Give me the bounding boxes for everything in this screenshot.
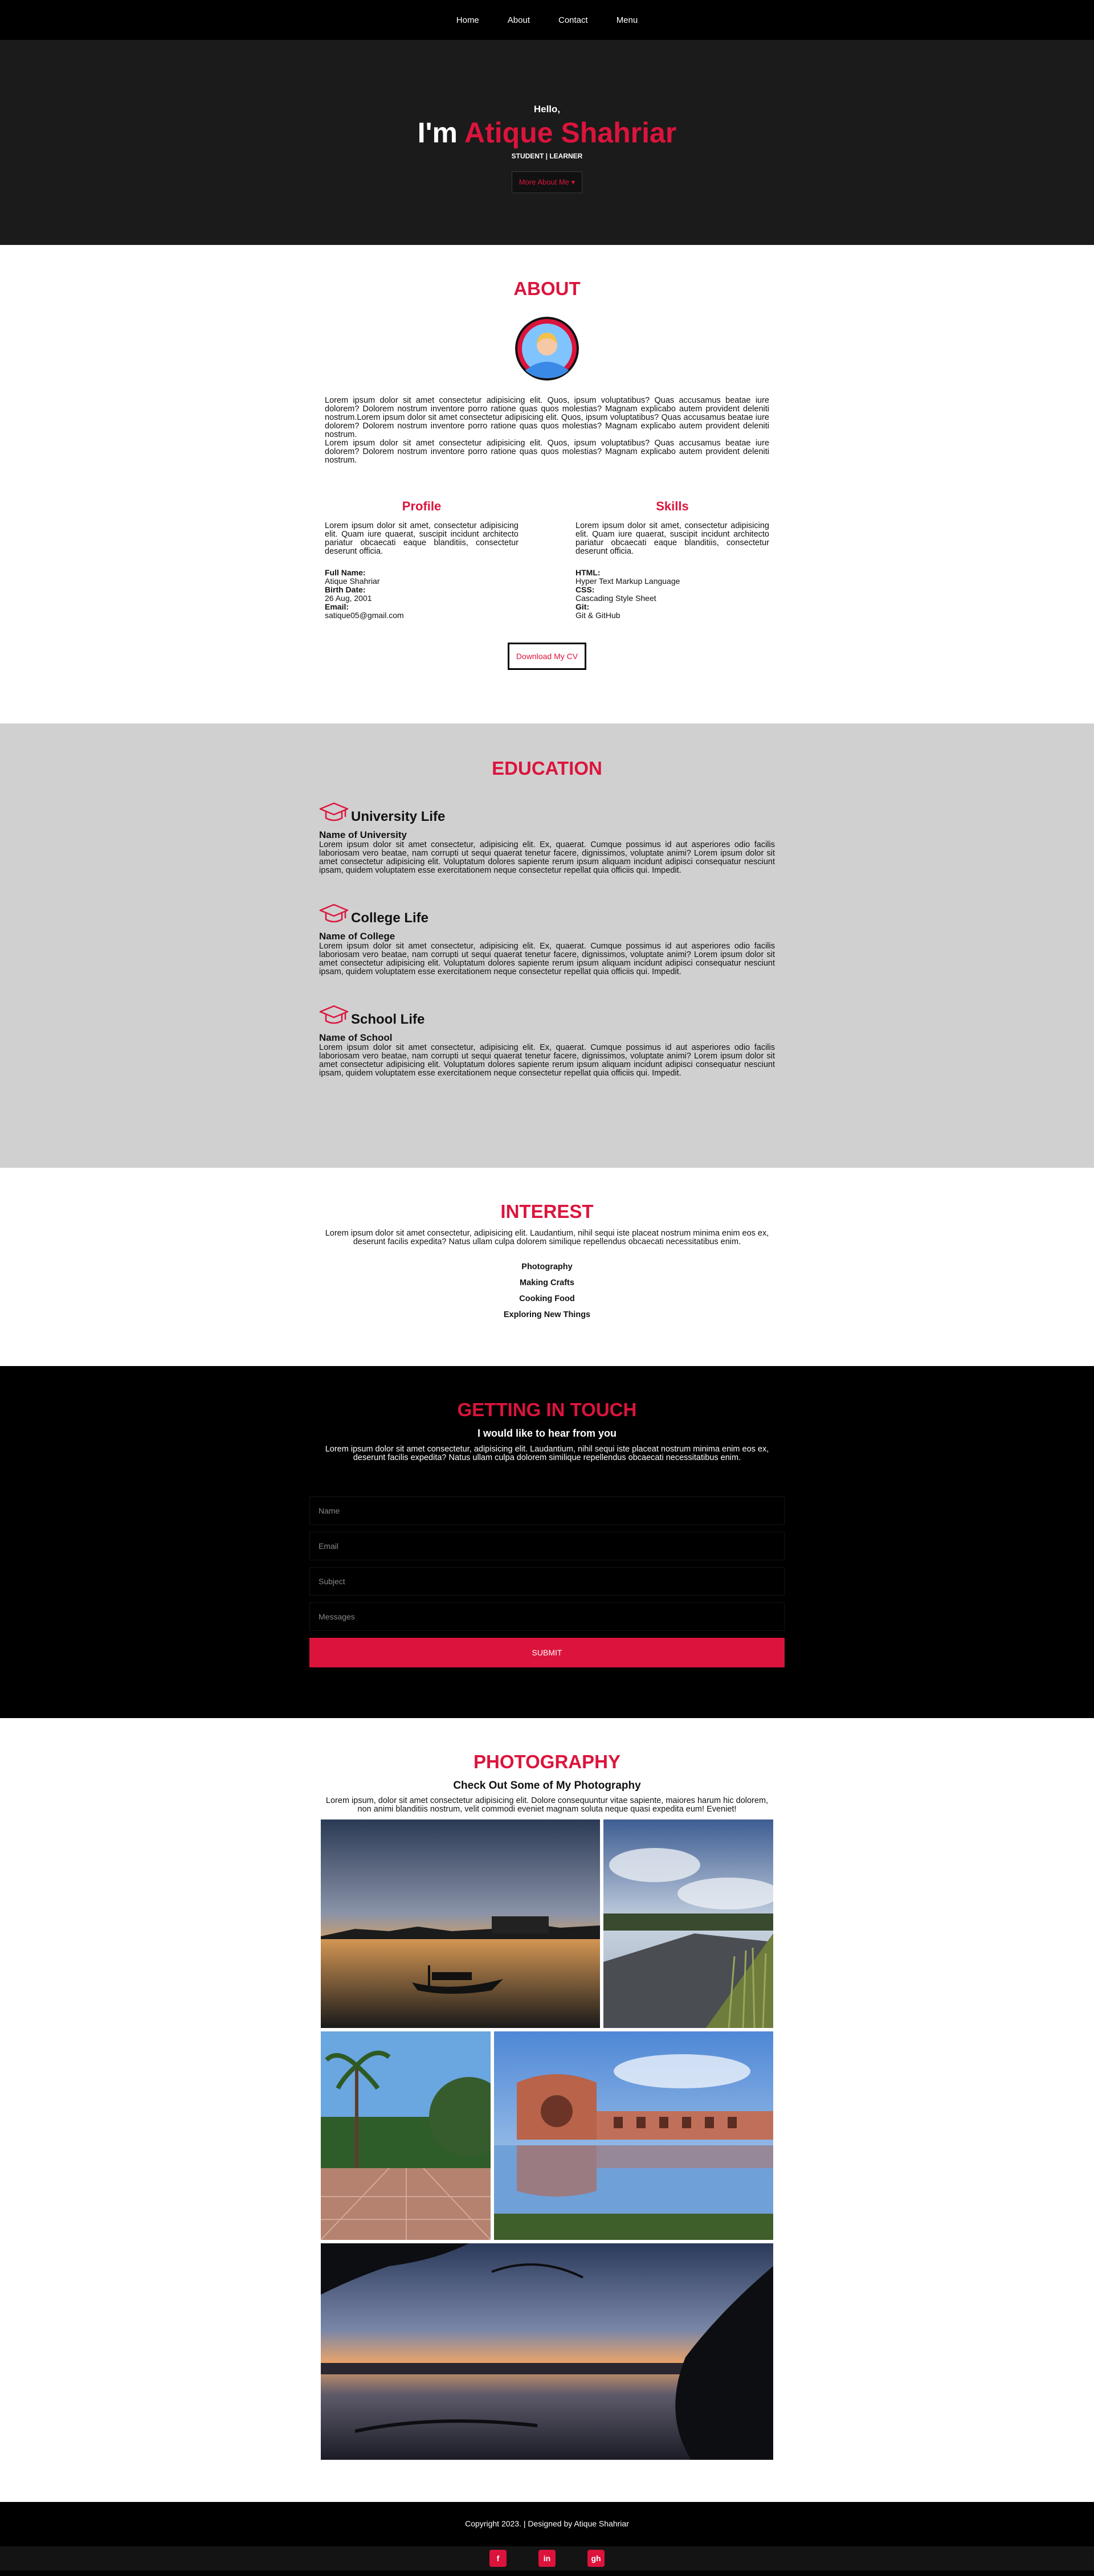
email-input[interactable]	[309, 1532, 785, 1560]
top-nav	[0, 0, 1094, 40]
contact-text: Lorem ipsum dolor sit amet consectetur, adipisicing elit. Laudantium, nihil sequi iste placeat nostrum minima enim eos ex, deserunt facilis expedita? Natus ullam culpa dolorem similique repellendus obcaecati necessitatibus enim.	[325, 1445, 769, 1462]
about-paragraph	[325, 396, 769, 465]
facebook-icon[interactable]: f	[489, 2550, 507, 2567]
contact-form	[309, 1496, 785, 1667]
interest-title: INTEREST	[500, 1201, 594, 1222]
hero-heading	[418, 117, 677, 149]
education-item-subtitle: Name of University	[319, 829, 407, 840]
profile-column	[325, 499, 519, 620]
hero-greeting: Hello,	[533, 103, 561, 115]
graduation-cap-icon	[319, 902, 349, 925]
copyright-text: Copyright 2023. | Designed by Atique Shahriar	[465, 2519, 629, 2528]
fact-label: Full Name:	[325, 568, 366, 577]
contact-title: GETTING IN TOUCH	[457, 1399, 637, 1420]
fact-label: Email:	[325, 602, 349, 611]
profile-title: Profile	[402, 499, 442, 513]
nav-about-link[interactable]: About	[507, 15, 530, 25]
profile-facts	[325, 569, 519, 620]
photography-title: PHOTOGRAPHY	[473, 1751, 621, 1772]
graduation-cap-icon	[319, 1004, 349, 1027]
contact-subtitle: I would like to hear from you	[477, 1428, 617, 1439]
education-section	[0, 723, 1094, 1168]
hero-role: STUDENT | LEARNER	[511, 152, 583, 160]
github-icon[interactable]: gh	[587, 2550, 605, 2567]
education-item	[319, 1004, 775, 1078]
fact-value: Hyper Text Markup Language	[575, 576, 680, 586]
photo-brick-path[interactable]	[321, 2031, 491, 2240]
fact-value: satique05@gmail.com	[325, 611, 404, 620]
about-paragraph-2: Lorem ipsum dolor sit amet consectetur adipisicing elit. Quos, ipsum voluptatibus? Quas accusamus beatae iure dolorem? Dolorem nostrum inventore porro ratione quas quos molestias? Magnam explicabo autem provident deleniti nostrum.	[325, 439, 769, 465]
about-paragraph-1: Lorem ipsum dolor sit amet consectetur adipisicing elit. Quos, ipsum voluptatibus? Quas accusamus beatae iure dolorem? Dolorem nostrum inventore porro ratione quas quos molestias? Magnam explicabo autem provident deleniti nostrum.Lorem ipsum dolor sit amet consectetur adipisicing elit. Quos, ipsum voluptatibus? Quas accusamus beatae iure dolorem? Dolorem nostrum inventore porro ratione quas quos molestias? Magnam explicabo autem provident deleniti nostrum.	[325, 396, 769, 439]
photo-road-sky[interactable]	[603, 1819, 773, 2028]
photo-gallery	[321, 1819, 773, 2460]
education-item-title: School Life	[351, 1012, 425, 1027]
interest-section	[0, 1168, 1094, 1366]
interest-list	[0, 1259, 1094, 1323]
footer	[0, 2502, 1094, 2576]
fact-value: 26 Aug, 2001	[325, 594, 372, 603]
about-section	[0, 245, 1094, 723]
subject-input[interactable]	[309, 1567, 785, 1596]
education-item-title: University Life	[351, 809, 446, 824]
photography-section	[0, 1718, 1094, 2502]
hero-section	[0, 40, 1094, 245]
education-item-head	[319, 801, 775, 824]
education-item-subtitle: Name of School	[319, 1032, 393, 1043]
about-title: ABOUT	[513, 278, 581, 299]
fact-label: Git:	[575, 602, 590, 611]
messages-input[interactable]	[309, 1602, 785, 1631]
skills-facts	[575, 569, 769, 620]
education-item-text: Lorem ipsum dolor sit amet consectetur, adipisicing elit. Ex, quaerat. Cumque possimus id aut asperiores odio facilis laboriosam vero beatae, nam corrupti ut sequi quaerat tenetur facere, dignissimos, voluptate animi? Lorem ipsum dolor sit amet consectetur adipisicing elit. Voluptatum dolores sapiente rerum ipsum aliquam incidunt adipisci consequatur nesciunt ipsam, quidem voluptatem esse exercitationem neque consectetur repellat quia officiis qui. Impedit.	[319, 840, 775, 875]
education-item	[319, 801, 775, 875]
linkedin-icon[interactable]: in	[538, 2550, 556, 2567]
education-item-subtitle: Name of College	[319, 931, 395, 942]
contact-section	[0, 1366, 1094, 1718]
about-columns	[325, 499, 769, 620]
education-item-title: College Life	[351, 910, 429, 926]
interest-text: Lorem ipsum dolor sit amet consectetur, adipisicing elit. Laudantium, nihil sequi iste placeat nostrum minima enim eos ex, deserunt facilis expedita? Natus ullam culpa dolorem similique repellendus obcaecati necessitatibus enim.	[325, 1229, 769, 1246]
profile-text: Lorem ipsum dolor sit amet, consectetur adipisicing elit. Quam iure quaerat, suscipit incidunt architecto pariatur obcaecati eaque blanditiis, consectetur deserunt officia.	[325, 521, 519, 556]
interest-item: Photography	[521, 1262, 573, 1271]
education-item-head	[319, 902, 775, 925]
hero-name: Atique Shahriar	[464, 116, 677, 149]
photo-river-sunset[interactable]	[321, 1819, 600, 2028]
nav-contact-link[interactable]: Contact	[558, 15, 588, 25]
skills-column	[575, 499, 769, 620]
education-item-head	[319, 1004, 775, 1027]
education-title: EDUCATION	[492, 758, 602, 779]
skills-title: Skills	[656, 499, 689, 513]
interest-item: Cooking Food	[519, 1294, 575, 1303]
nav-home-link[interactable]: Home	[456, 15, 479, 25]
avatar	[515, 317, 579, 381]
interest-item: Making Crafts	[520, 1278, 574, 1287]
download-cv-button[interactable]: Download My CV	[508, 643, 586, 670]
interest-item: Exploring New Things	[503, 1310, 591, 1319]
submit-button[interactable]: SUBMIT	[309, 1638, 785, 1667]
name-input[interactable]	[309, 1496, 785, 1525]
nav-menu-link[interactable]: Menu	[616, 15, 638, 25]
education-item-text: Lorem ipsum dolor sit amet consectetur, adipisicing elit. Ex, quaerat. Cumque possimus id aut asperiores odio facilis laboriosam vero beatae, nam corrupti ut sequi quaerat tenetur facere, dignissimos, voluptate animi? Lorem ipsum dolor sit amet consectetur adipisicing elit. Voluptatum dolores sapiente rerum ipsum aliquam incidunt adipisci consequatur nesciunt ipsam, quidem voluptatem esse exercitationem neque consectetur repellat quia officiis qui. Impedit.	[319, 1043, 775, 1078]
education-list	[319, 801, 775, 1078]
fact-label: HTML:	[575, 568, 601, 577]
fact-value: Atique Shahriar	[325, 576, 380, 586]
skills-text: Lorem ipsum dolor sit amet, consectetur adipisicing elit. Quam iure quaerat, suscipit incidunt architecto pariatur obcaecati eaque blanditiis, consectetur deserunt officia.	[575, 521, 769, 556]
fact-value: Git & GitHub	[575, 611, 621, 620]
graduation-cap-icon	[319, 801, 349, 824]
education-item-text: Lorem ipsum dolor sit amet consectetur, adipisicing elit. Ex, quaerat. Cumque possimus id aut asperiores odio facilis laboriosam vero beatae, nam corrupti ut sequi quaerat tenetur facere, dignissimos, voluptate animi? Lorem ipsum dolor sit amet consectetur adipisicing elit. Voluptatum dolores sapiente rerum ipsum aliquam incidunt adipisci consequatur nesciunt ipsam, quidem voluptatem esse exercitationem neque consectetur repellat quia officiis qui. Impedit.	[319, 942, 775, 976]
gallery-row	[321, 2031, 773, 2240]
fact-label: CSS:	[575, 585, 595, 594]
more-about-me-button[interactable]: More About Me ▾	[512, 171, 582, 193]
photography-subtitle: Check Out Some of My Photography	[453, 1780, 641, 1792]
hero-prefix: I'm	[417, 116, 458, 149]
fact-label: Birth Date:	[325, 585, 366, 594]
photo-parliament-reflection[interactable]	[494, 2031, 773, 2240]
fact-value: Cascading Style Sheet	[575, 594, 656, 603]
photo-wide-sunset[interactable]	[321, 2243, 773, 2460]
photography-text: Lorem ipsum, dolor sit amet consectetur adipisicing elit. Dolore consequuntur vitae sapiente, maiores harum hic dolorem, non animi blanditiis nostrum, velit commodi eveniet magnam soluta neque quasi expedita eum! Eveniet!	[325, 1796, 769, 1814]
education-item	[319, 902, 775, 976]
gallery-row	[321, 1819, 773, 2028]
